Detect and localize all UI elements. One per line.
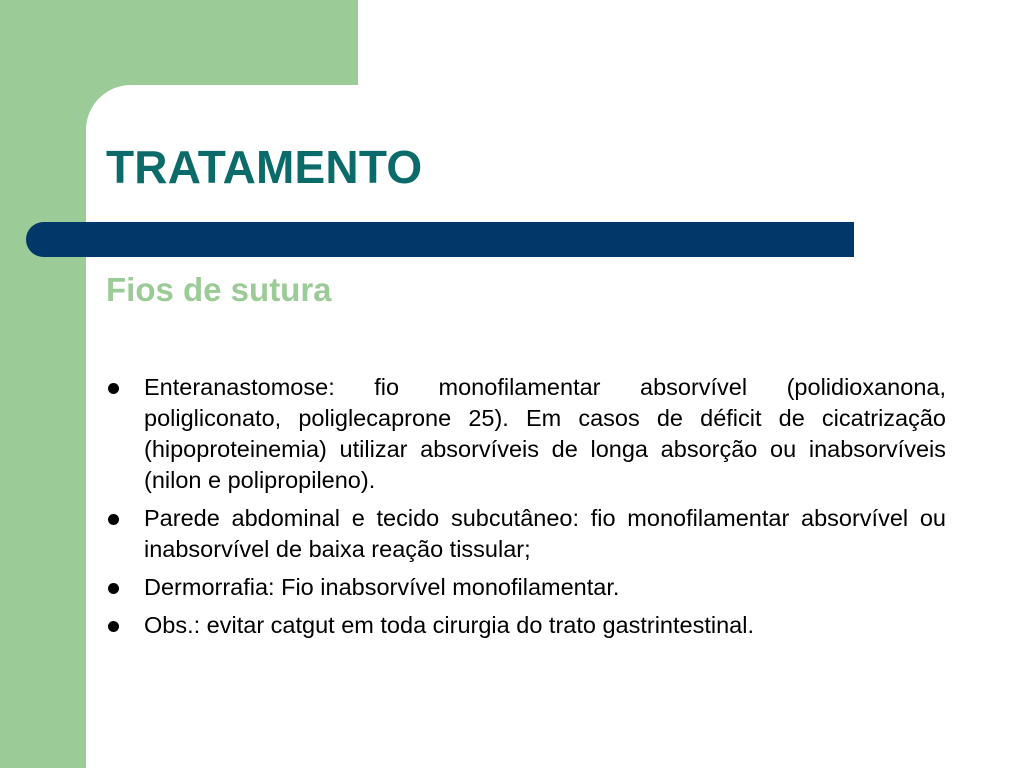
bullet-text: Enteranastomose: fio monofilamentar absorvível (polidioxanona, poligliconato, poliglecaprone 25). Em casos de déficit de cicatrização (hipoproteinemia) utilizar absorvíveis de longa absorção ou inabsorvíveis (nilon e polipropileno).: [144, 374, 946, 493]
bullet-item: [106, 610, 946, 641]
green-left-band: [0, 0, 86, 768]
title-underline-bar: [26, 222, 854, 257]
bullet-text: Parede abdominal e tecido subcutâneo: fio monofilamentar absorvível ou inabsorvível de baixa reação tissular;: [144, 505, 946, 562]
slide-title: TRATAMENTO: [106, 141, 423, 193]
bullet-item: [106, 572, 946, 603]
bullet-dot-icon: [108, 383, 119, 394]
bullet-item: [106, 503, 946, 565]
bullet-dot-icon: [108, 583, 119, 594]
bullet-dot-icon: [108, 621, 119, 632]
bullet-text: Obs.: evitar catgut em toda cirurgia do trato gastrintestinal.: [144, 612, 754, 638]
bullet-item: [106, 372, 946, 496]
slide-subtitle: Fios de sutura: [106, 271, 332, 308]
bullet-dot-icon: [108, 514, 119, 525]
bullet-list: [106, 372, 946, 648]
bullet-text: Dermorrafia: Fio inabsorvível monofilamentar.: [144, 574, 620, 600]
